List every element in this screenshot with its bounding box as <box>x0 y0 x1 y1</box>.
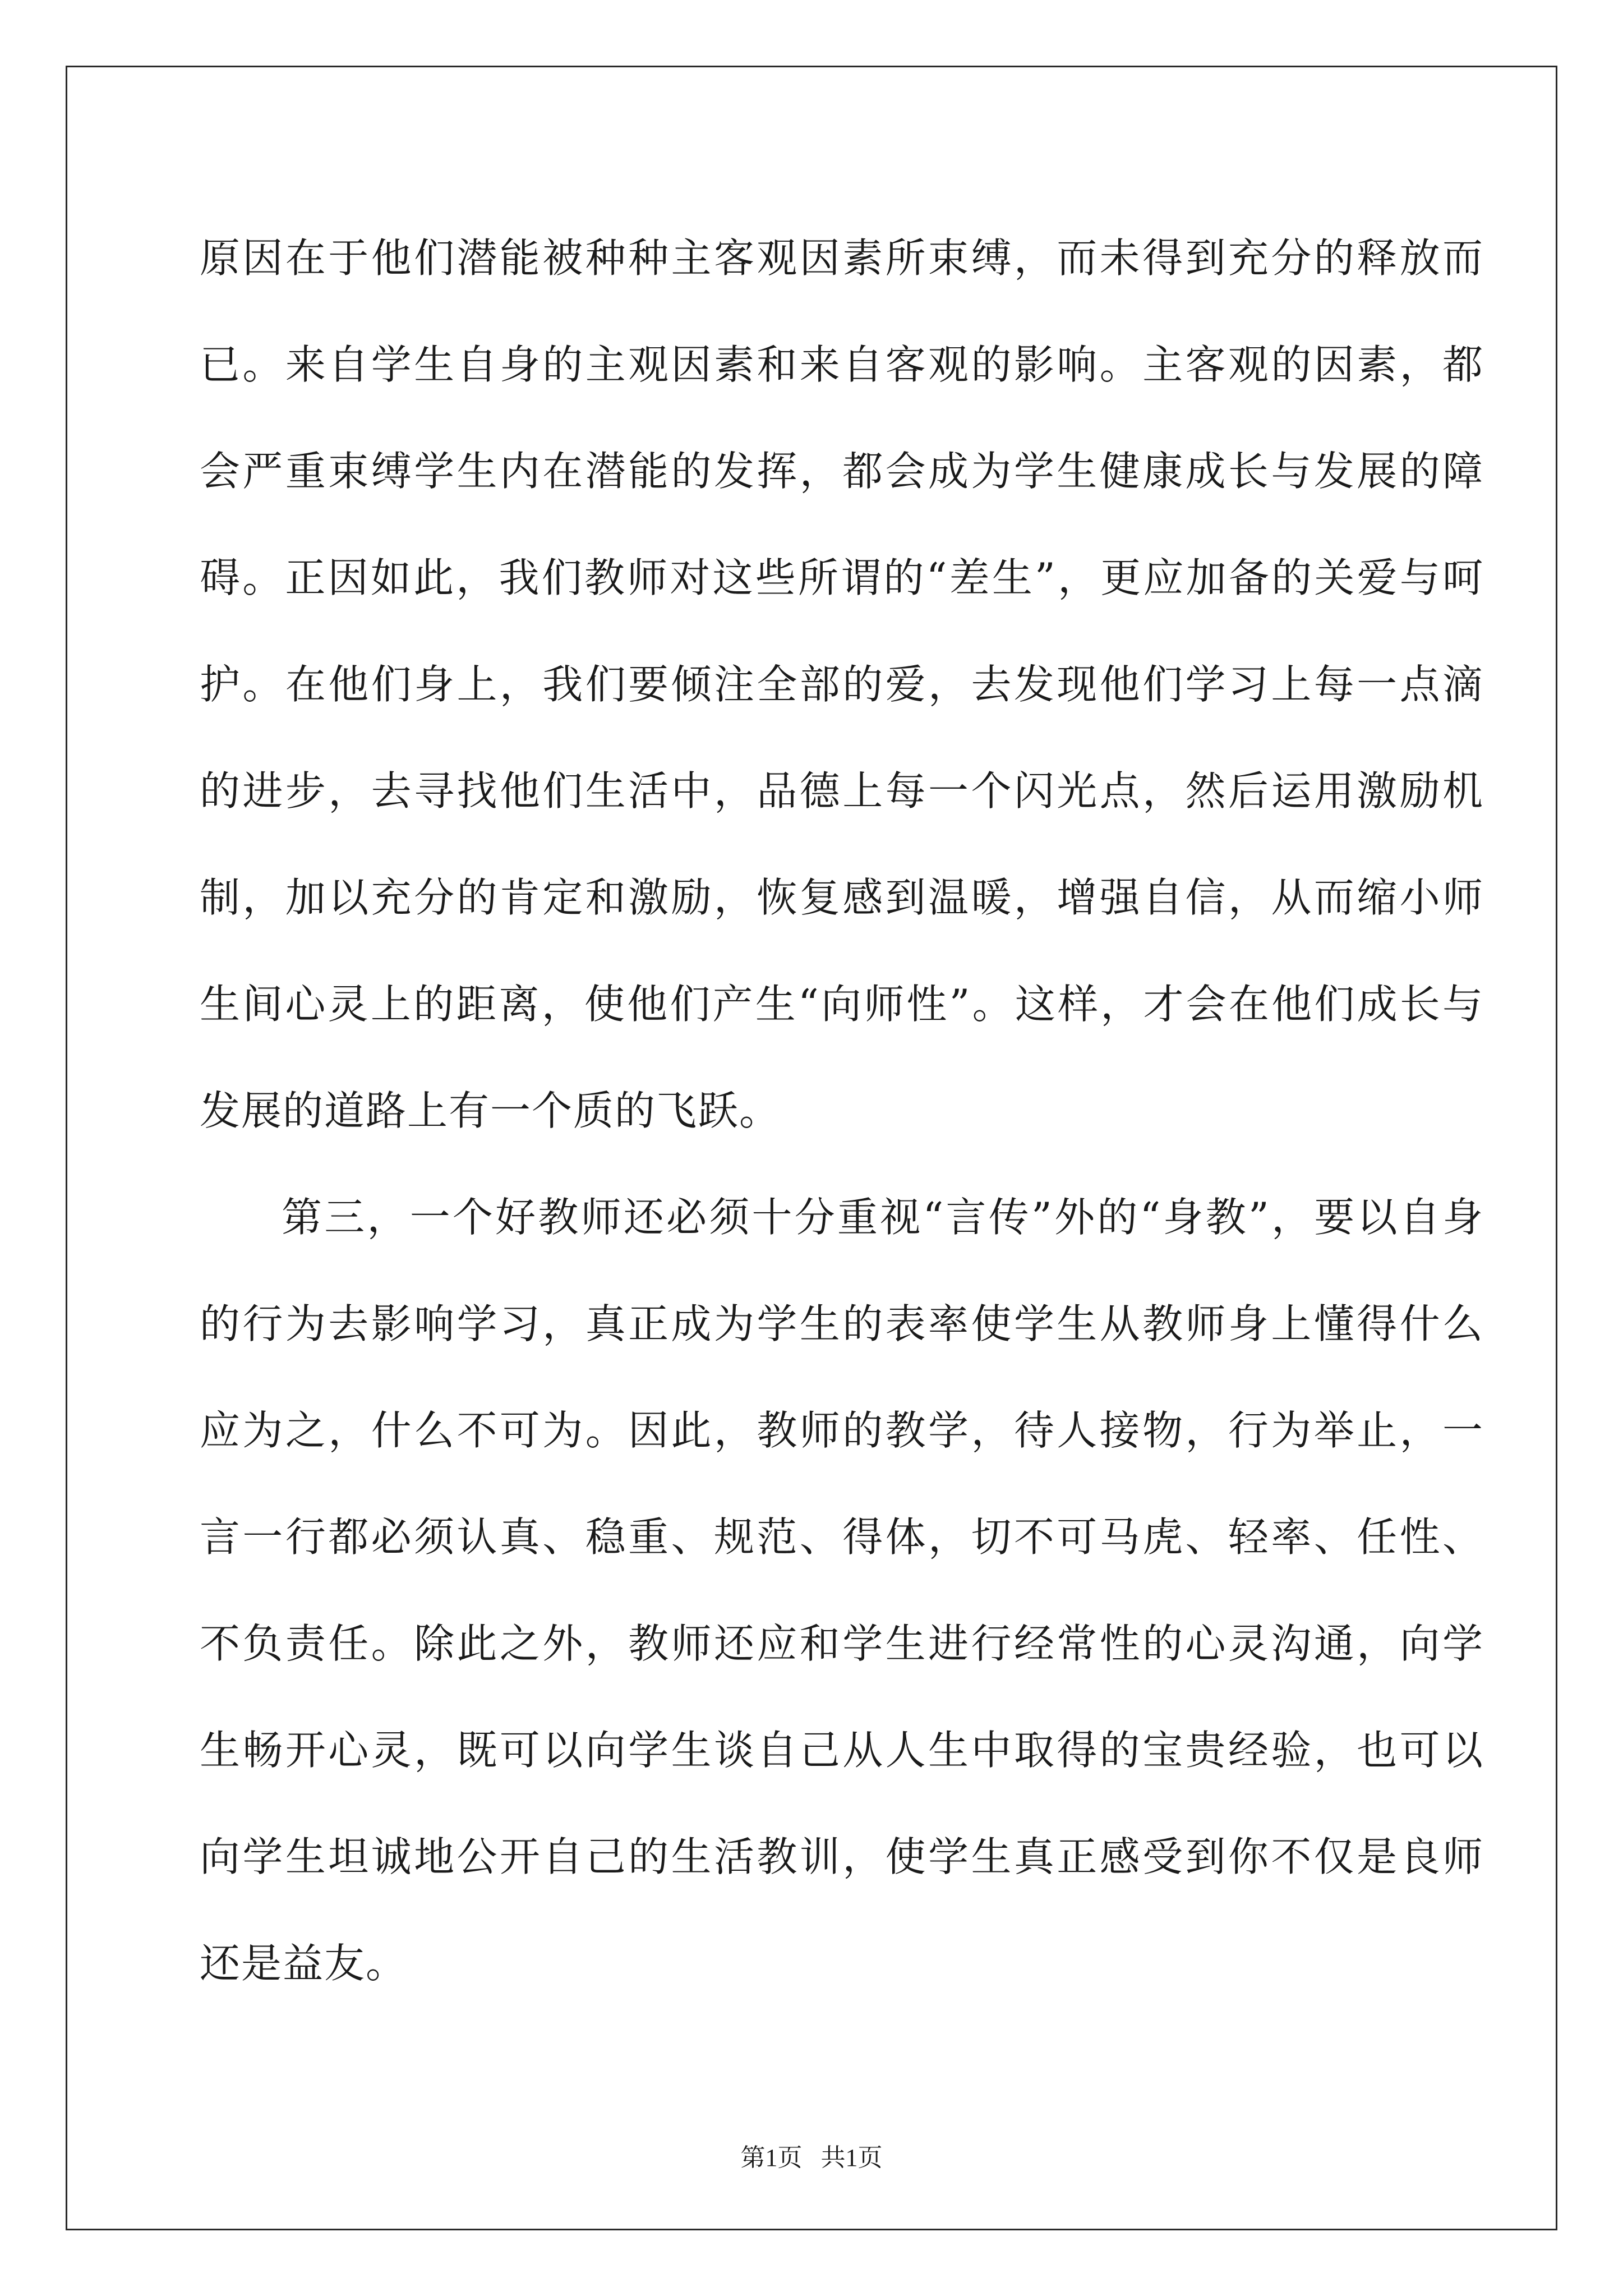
document-body <box>200 205 1484 2017</box>
paragraph-2: 第三，一个好教师还必须十分重视“言传”外的“身教”，要以自身的行为去影响学习，真正成为学生的表率使学生从教师身上懂得什么应为之，什么不可为。因此，教师的教学，待人接物，行为举止，一言一行都必须认真、稳重、规范、得体，切不可马虎、轻率、任性、不负责任。除此之外，教师还应和学生进行经常性的心灵沟通，向学生畅开心灵，既可以向学生谈自己从人生中取得的宝贵经验，也可以向学生坦诚地公开自己的生活教训，使学生真正感受到你不仅是良师还是益友。 <box>200 1194 1484 1987</box>
paragraph-1: 原因在于他们潜能被种种主客观因素所束缚，而未得到充分的释放而已。来自学生自身的主观因素和来自客观的影响。主客观的因素，都会严重束缚学生内在潜能的发挥，都会成为学生健康成长与发展的障碍。正因如此，我们教师对这些所谓的“差生”，更应加备的关爱与呵护。在他们身上，我们要倾注全部的爱，去发现他们学习上每一点滴的进步，去寻找他们生活中，品德上每一个闪光点，然后运用激励机制，加以充分的肯定和激励，恢复感到温暖，增强自信，从而缩小师生间心灵上的距离，使他们产生“向师性”。这样，才会在他们成长与发展的道路上有一个质的飞跃。 <box>200 234 1484 1134</box>
page-footer: 第1页 共1页 <box>740 2144 883 2171</box>
